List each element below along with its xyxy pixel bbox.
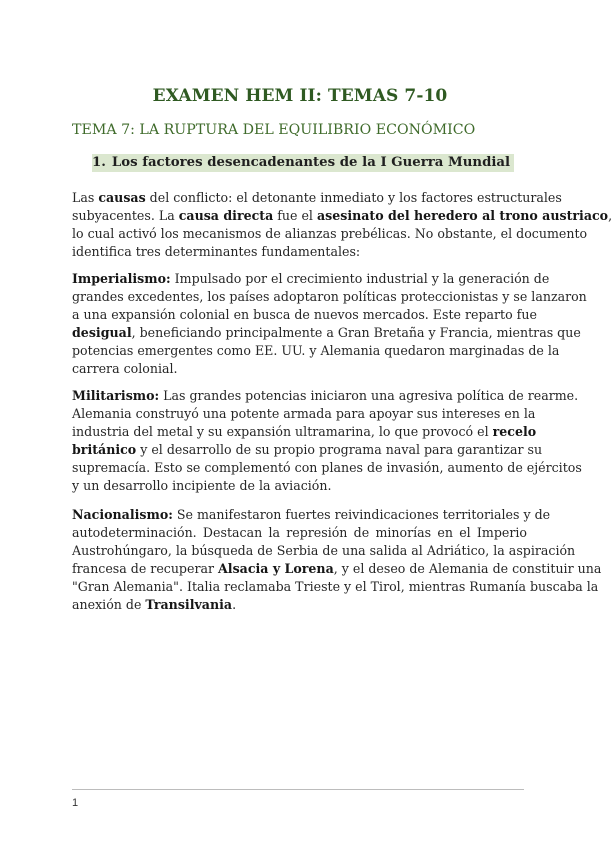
text-line: carrera colonial. (72, 361, 178, 376)
text-line: anexión de Transilvania. (72, 597, 237, 612)
text-line: grandes excedentes, los países adoptaron políticas proteccionistas y se lanzaron (72, 289, 587, 304)
bold-term: asesinato del heredero al trono austriaco (316, 208, 609, 223)
section-heading (92, 154, 514, 172)
text-line: identifica tres determinantes fundamentales: (72, 244, 361, 259)
text-line: "Gran Alemania". Italia reclamaba Trieste y el Tirol, mientras Rumanía buscaba la (72, 579, 599, 594)
bold-term: desigual (72, 325, 132, 340)
bold-term: recelo (492, 424, 537, 439)
text-line: francesa de recuperar Alsacia y Lorena, y el deseo de Alemania de constituir una (72, 561, 602, 576)
intro-paragraph (72, 189, 612, 261)
text-line: lo cual activó los mecanismos de alianzas prebélicas. No obstante, el documento (72, 226, 588, 241)
bold-term: Alsacia y Lorena (218, 561, 334, 576)
bold-term: Militarismo: (72, 388, 160, 403)
text-line: británico y el desarrollo de su propio programa naval para garantizar su (72, 442, 543, 457)
footer-divider (72, 789, 524, 790)
section-number: 1. (92, 155, 106, 170)
text-line: Militarismo: Las grandes potencias iniciaron una agresiva política de rearme. (72, 388, 579, 403)
bold-term: causas (98, 190, 146, 205)
imperialismo-paragraph (72, 270, 587, 378)
text-line: potencias emergentes como EE. UU. y Alemania quedaron marginadas de la (72, 343, 560, 358)
text-line: Austrohúngaro, la búsqueda de Serbia de una salida al Adriático, la aspiración (72, 543, 576, 558)
document-title: EXAMEN HEM II: TEMAS 7-10 (152, 86, 448, 106)
page-number: 1 (72, 797, 79, 809)
section-heading-text: Los factores desencadenantes de la I Guerra Mundial (111, 155, 511, 170)
bold-term: Imperialismo: (72, 271, 171, 286)
text-line: y un desarrollo incipiente de la aviación. (72, 478, 332, 493)
text-line: desigual, beneficiando principalmente a Gran Bretaña y Francia, mientras que (72, 325, 581, 340)
bold-term: causa directa (178, 208, 274, 223)
text-line: autodeterminación. Destacan la represión de minorías en el Imperio (72, 525, 527, 540)
text-line: supremacía. Esto se complementó con planes de invasión, aumento de ejércitos (72, 460, 582, 475)
text-line: Nacionalismo: Se manifestaron fuertes reivindicaciones territoriales y de (72, 507, 551, 522)
text-line: Alemania construyó una potente armada para apoyar sus intereses en la (72, 406, 536, 421)
bold-term: Transilvania (145, 597, 233, 612)
bold-term: británico (72, 442, 137, 457)
nacionalismo-paragraph (72, 506, 602, 614)
militarismo-paragraph (72, 387, 582, 495)
text-line: Imperialismo: Impulsado por el crecimiento industrial y la generación de (72, 271, 550, 286)
text-line: subyacentes. La causa directa fue el asesinato del heredero al trono austriaco, (72, 208, 612, 223)
text-line: Las causas del conflicto: el detonante inmediato y los factores estructurales (72, 190, 562, 205)
text-line: a una expansión colonial en busca de nuevos mercados. Este reparto fue (72, 307, 537, 322)
text-line: industria del metal y su expansión ultramarina, lo que provocó el recelo (72, 424, 537, 439)
tema-heading: TEMA 7: LA RUPTURA DEL EQUILIBRIO ECONÓMICO (72, 122, 476, 138)
bold-term: Nacionalismo: (72, 507, 173, 522)
